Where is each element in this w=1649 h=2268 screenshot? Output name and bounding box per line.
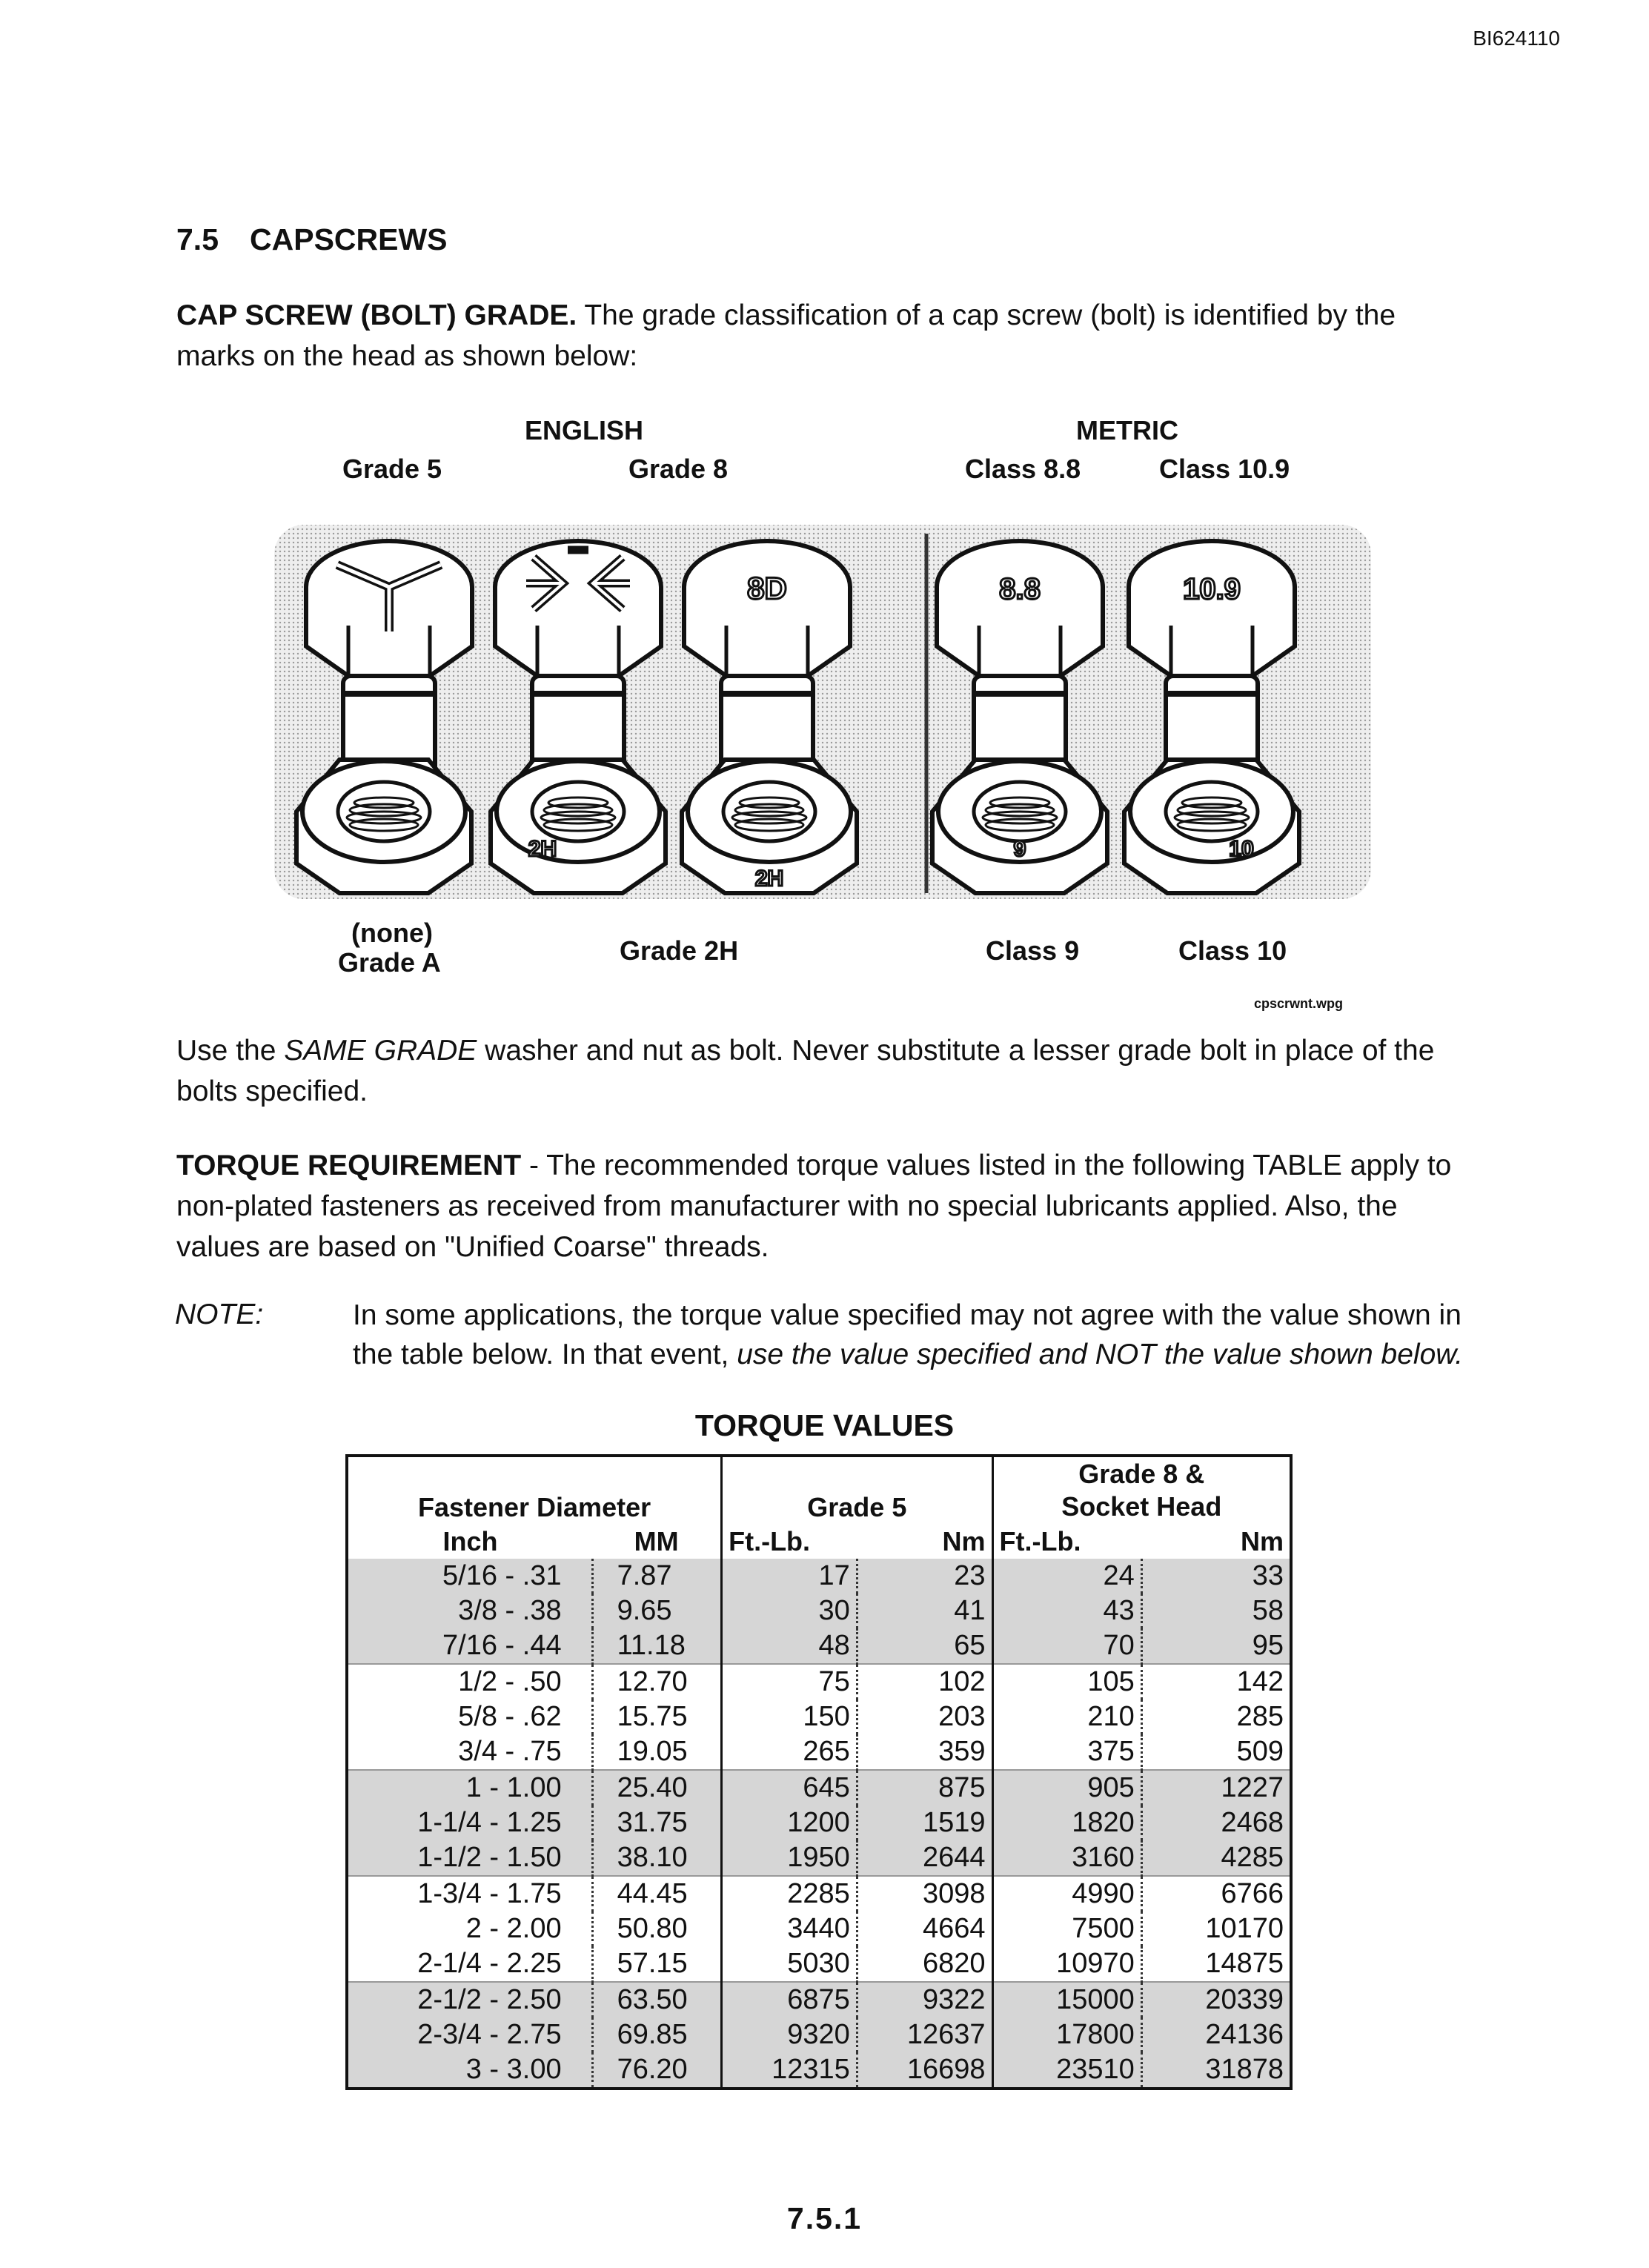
table-cell: 69.85 <box>592 2017 722 2052</box>
table-cell: 285 <box>1141 1700 1291 1734</box>
table-cell: 905 <box>992 1770 1141 1806</box>
table-cell: 14875 <box>1141 1946 1291 1982</box>
table-cell: 2-1/2 - 2.50 <box>347 1982 592 2017</box>
table-cell: 2285 <box>722 1876 857 1911</box>
table-row <box>347 1946 1291 1982</box>
table-cell: 1-3/4 - 1.75 <box>347 1876 592 1911</box>
figure-filename: cpscrwnt.wpg <box>1254 996 1344 1011</box>
table-cell: 4664 <box>857 1911 992 1946</box>
table-cell: 150 <box>722 1700 857 1734</box>
table-cell: 1-1/2 - 1.50 <box>347 1840 592 1876</box>
table-cell: 15.75 <box>592 1700 722 1734</box>
page-number: 7.5.1 <box>786 2201 863 2235</box>
table-cell: 3098 <box>857 1876 992 1911</box>
cap-grade-lead: CAP SCREW (BOLT) GRADE. <box>176 299 577 331</box>
table-cell: 9.65 <box>592 1594 722 1628</box>
table-cell: 2644 <box>857 1840 992 1876</box>
table-cell: 10970 <box>992 1946 1141 1982</box>
table-cell: 1820 <box>992 1806 1141 1840</box>
table-cell: 43 <box>992 1594 1141 1628</box>
table-cell: 3/4 - .75 <box>458 1736 562 1767</box>
table-cell: 105 <box>992 1664 1141 1700</box>
table-cell: 24 <box>992 1559 1141 1594</box>
mark-2h-b: 2H <box>754 866 784 891</box>
table-cell: 30 <box>722 1594 857 1628</box>
table-cell: 48 <box>722 1628 857 1664</box>
table-cell: 38.10 <box>592 1840 722 1876</box>
table-cell: 9320 <box>722 2017 857 2052</box>
subheader-inch: Inch <box>442 1526 498 1556</box>
table-cell: 2-3/4 - 2.75 <box>347 2017 592 2052</box>
grade-a-label: Grade A <box>338 947 441 978</box>
table-title: TORQUE VALUES <box>694 1408 955 1442</box>
table-cell: 1-1/4 - 1.25 <box>347 1806 592 1840</box>
cap-grade-paragraph <box>176 295 1481 377</box>
table-cell: 23510 <box>992 2052 1141 2089</box>
table-cell: 23 <box>857 1559 992 1594</box>
table-cell: 12315 <box>722 2052 857 2089</box>
torque-table-body <box>347 1559 1291 2089</box>
none-label: (none) <box>351 918 433 948</box>
table-row <box>347 1840 1291 1876</box>
mark-10: 10 <box>1229 837 1254 861</box>
metric-label: METRIC <box>1076 415 1178 445</box>
table-cell: 70 <box>992 1628 1141 1664</box>
table-row <box>347 2017 1291 2052</box>
table-cell: 57.15 <box>592 1946 722 1982</box>
table-cell: 375 <box>992 1734 1141 1770</box>
section-heading <box>176 222 448 257</box>
class88-label: Class 8.8 <box>965 454 1081 484</box>
table-cell: 265 <box>722 1734 857 1770</box>
table-row <box>347 1806 1291 1840</box>
class9-label: Class 9 <box>986 935 1080 966</box>
table-cell: 509 <box>1141 1734 1291 1770</box>
table-cell: 63.50 <box>592 1982 722 2017</box>
table-cell: 58 <box>1141 1594 1291 1628</box>
torque-requirement-text: - The recommended torque values listed in the following TABLE apply to non-plated fasteners as received from manufacturer with no special lubricants applied. Also, the values are based on "Unified Coarse" threads. <box>176 1150 1452 1263</box>
table-cell: 15000 <box>992 1982 1141 2017</box>
table-cell: 1227 <box>1141 1770 1291 1806</box>
torque-requirement-lead: TORQUE REQUIREMENT <box>176 1150 522 1181</box>
section-number: 7.5 <box>176 222 219 256</box>
table-cell: 1/2 - .50 <box>347 1664 592 1700</box>
grade2h-label: Grade 2H <box>620 935 739 966</box>
cap-grade-text: The grade classification of a cap screw (bolt) is identified by the marks on the head as shown below: <box>176 299 1396 372</box>
nut-grade-a <box>296 760 471 893</box>
table-cell: 5/8 - .62 <box>458 1701 562 1732</box>
nut-grade2h-a <box>491 760 666 893</box>
table-cell: 1950 <box>722 1840 857 1876</box>
table-row <box>347 1876 1291 1911</box>
table-cell: 6820 <box>857 1946 992 1982</box>
note-emphasis: use the value specified and NOT the value shown below. <box>737 1339 1464 1370</box>
table-row <box>347 1594 1291 1628</box>
washer-emphasis: SAME GRADE <box>284 1035 477 1067</box>
table-cell: 359 <box>857 1734 992 1770</box>
subheader-mm: MM <box>634 1526 679 1556</box>
table-cell: 6766 <box>1141 1876 1291 1911</box>
table-cell: 142 <box>1141 1664 1291 1700</box>
washer-text-1: Use the <box>176 1035 285 1067</box>
table-cell: 1519 <box>857 1806 992 1840</box>
subheader-g5-ftlb: Ft.-Lb. <box>722 1524 857 1559</box>
table-cell: 19.05 <box>592 1734 722 1770</box>
table-cell: 1200 <box>722 1806 857 1840</box>
subheader-g8-nm: Nm <box>1240 1526 1284 1556</box>
class109-label: Class 10.9 <box>1159 454 1290 484</box>
table-row <box>347 1911 1291 1946</box>
table-cell: 5030 <box>722 1946 857 1982</box>
table-cell: 3440 <box>722 1911 857 1946</box>
table-cell: 11.18 <box>592 1628 722 1664</box>
table-cell: 2468 <box>1141 1806 1291 1840</box>
torque-requirement-paragraph <box>176 1145 1481 1267</box>
class10-label: Class 10 <box>1178 935 1287 966</box>
grade5-label: Grade 5 <box>342 454 442 484</box>
table-cell: 65 <box>857 1628 992 1664</box>
table-cell: 2-1/4 - 2.25 <box>417 1948 562 1979</box>
mark-2h-a: 2H <box>528 837 557 861</box>
table-cell: 41 <box>857 1594 992 1628</box>
table-cell: 20339 <box>1141 1982 1291 2017</box>
header-grade5: Grade 5 <box>722 1456 992 1524</box>
nut-class10 <box>1124 760 1299 893</box>
table-cell: 25.40 <box>592 1770 722 1806</box>
table-cell: 44.45 <box>592 1876 722 1911</box>
table-row <box>347 1664 1291 1700</box>
table-cell: 6875 <box>722 1982 857 2017</box>
table-cell: 95 <box>1141 1628 1291 1664</box>
document-id: BI624110 <box>1473 27 1560 50</box>
table-cell: 4285 <box>1141 1840 1291 1876</box>
mark-109: 10.9 <box>1183 573 1241 606</box>
table-cell: 24136 <box>1141 2017 1291 2052</box>
torque-values-table <box>345 1454 1293 2090</box>
table-cell: 17800 <box>992 2017 1141 2052</box>
section-title: CAPSCREWS <box>250 222 448 256</box>
table-cell: 3/8 - .38 <box>347 1594 592 1628</box>
table-cell: 203 <box>857 1700 992 1734</box>
subheader-g8-ftlb: Ft.-Lb. <box>992 1524 1141 1559</box>
table-cell: 31.75 <box>592 1806 722 1840</box>
table-cell: 1 - 1.00 <box>347 1770 592 1806</box>
table-cell: 33 <box>1141 1559 1291 1594</box>
table-cell: 3160 <box>992 1840 1141 1876</box>
grade8-label: Grade 8 <box>628 454 729 484</box>
table-cell: 5/16 - .31 <box>347 1559 592 1594</box>
header-fastener-diameter: Fastener Diameter <box>417 1492 651 1522</box>
table-row <box>347 1734 1291 1770</box>
table-row <box>347 1770 1291 1806</box>
note-body <box>353 1296 1479 1374</box>
table-cell: 2 - 2.00 <box>465 1913 562 1944</box>
note-label: NOTE: <box>175 1299 264 1330</box>
table-cell: 17 <box>722 1559 857 1594</box>
table-cell: 9322 <box>857 1982 992 2017</box>
table-row <box>347 1982 1291 2017</box>
washer-paragraph <box>176 1030 1481 1112</box>
table-cell: 75 <box>722 1664 857 1700</box>
bolt-nut-figure <box>274 519 1371 912</box>
washer-text-2: washer and nut as bolt. Never substitute a lesser grade bolt in place of the bolts specified. <box>176 1035 1435 1107</box>
table-cell: 76.20 <box>592 2052 722 2089</box>
mark-9: 9 <box>1013 837 1026 861</box>
table-cell: 31878 <box>1141 2052 1291 2089</box>
table-cell: 875 <box>857 1770 992 1806</box>
table-cell: 16698 <box>857 2052 992 2089</box>
table-cell: 12637 <box>857 2017 992 2052</box>
table-cell: 210 <box>992 1700 1141 1734</box>
table-cell: 3 - 3.00 <box>347 2052 592 2089</box>
nut-class9 <box>932 760 1107 893</box>
header-grade8 <box>992 1456 1291 1524</box>
mark-88: 8.8 <box>999 573 1041 606</box>
table-cell: 50.80 <box>592 1911 722 1946</box>
header-grade8-line1: Grade 8 & <box>1078 1459 1205 1489</box>
table-row <box>347 1700 1291 1734</box>
table-row <box>347 2052 1291 2089</box>
table-cell: 7/16 - .44 <box>347 1628 592 1664</box>
mark-8d: 8D <box>747 571 787 606</box>
note-text: In some applications, the torque value specified may not agree with the value shown in the table below. In that event, <box>353 1299 1461 1370</box>
header-grade8-line2: Socket Head <box>1061 1491 1222 1522</box>
subheader-g5-nm: Nm <box>942 1526 986 1556</box>
table-cell: 7.87 <box>592 1559 722 1594</box>
table-cell: 645 <box>722 1770 857 1806</box>
table-cell: 12.70 <box>592 1664 722 1700</box>
table-row <box>347 1559 1291 1594</box>
english-label: ENGLISH <box>525 415 644 445</box>
table-cell: 4990 <box>992 1876 1141 1911</box>
table-cell: 102 <box>857 1664 992 1700</box>
table-cell: 10170 <box>1141 1911 1291 1946</box>
table-row <box>347 1628 1291 1664</box>
nut-grade2h-b <box>682 760 857 893</box>
table-cell: 7500 <box>992 1911 1141 1946</box>
